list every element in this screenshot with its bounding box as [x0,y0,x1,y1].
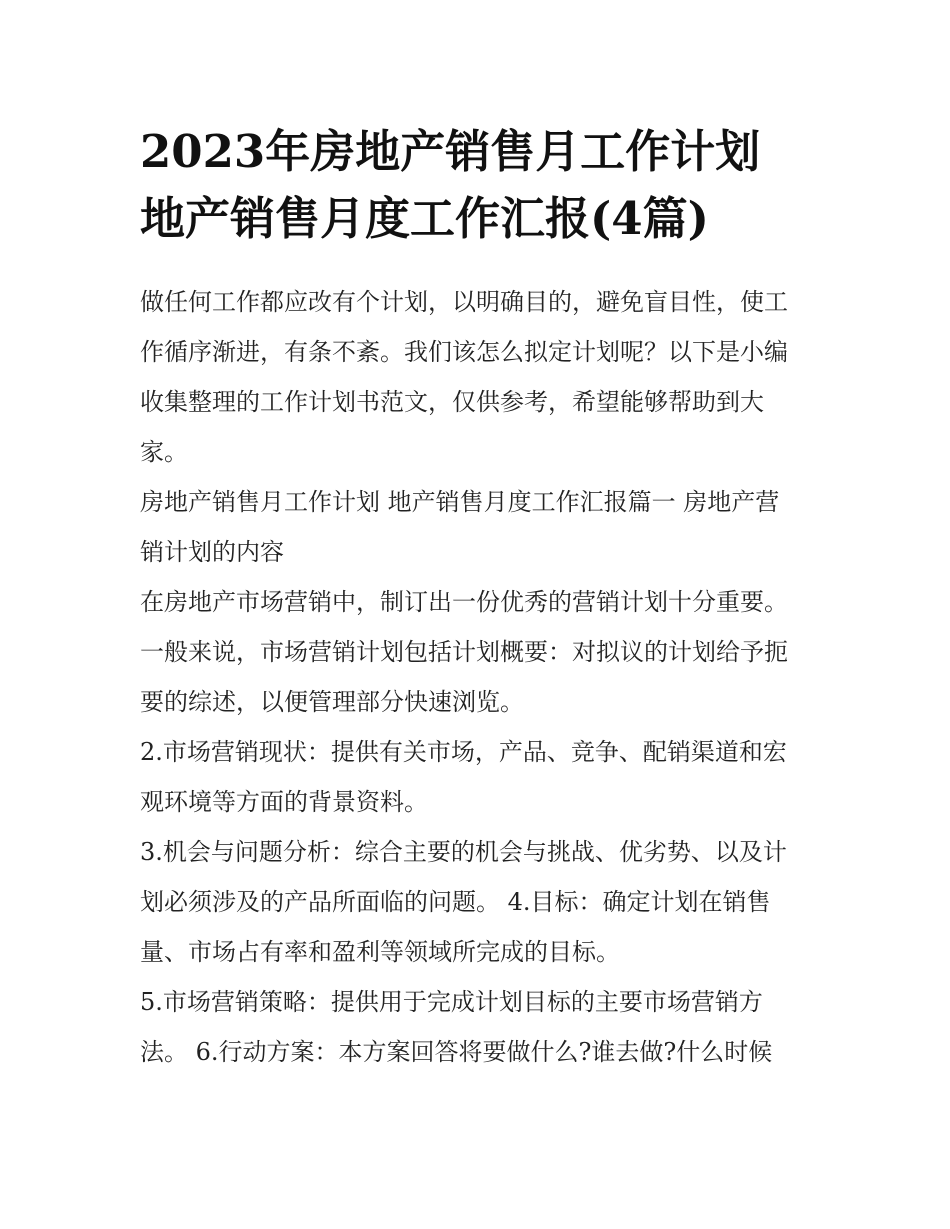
text-line: 房地产销售月工作计划 地产销售月度工作汇报篇一 房地产营 [140,488,780,516]
text-line: 作循序渐进，有条不紊。我们该怎么拟定计划呢？以下是小编 [140,338,788,366]
text-line: 观环境等方面的背景资料。 [140,788,428,816]
paragraph-item-5-6 [140,983,820,1071]
text-line: 量、市场占有率和盈利等领域所完成的目标。 [140,938,620,966]
text-line: 收集整理的工作计划书范文，仅供参考，希望能够帮助到大 [140,388,764,416]
title-line-1: 2023年房地产销售月工作计划 [140,125,761,178]
text-line: 销计划的内容 [140,538,284,566]
paragraph-marketing-plan [140,583,820,721]
text-line: 划必须涉及的产品所面临的问题。 4.目标：确定计划在销售 [140,888,771,916]
text-line: 5.市场营销策略：提供用于完成计划目标的主要市场营销方 [140,988,763,1016]
text-line: 在房地产市场营销中，制订出一份优秀的营销计划十分重要。 [140,588,788,616]
paragraph-section-heading [140,483,820,571]
text-line: 法。 6.行动方案：本方案回答将要做什么?谁去做?什么时候 [140,1038,773,1066]
paragraph-intro [140,283,820,471]
text-line: 做任何工作都应改有个计划，以明确目的，避免盲目性，使工 [140,288,788,316]
text-line: 一般来说，市场营销计划包括计划概要：对拟议的计划给予扼 [140,638,788,666]
text-line: 2.市场营销现状：提供有关市场，产品、竞争、配销渠道和宏 [140,738,787,766]
document-title [140,118,820,252]
paragraph-item-2 [140,733,820,821]
text-line: 要的综述，以便管理部分快速浏览。 [140,688,524,716]
text-line: 3.机会与问题分析：综合主要的机会与挑战、优劣势、以及计 [140,838,787,866]
text-line: 家。 [140,438,188,466]
paragraph-item-3-4 [140,833,820,971]
title-line-2: 地产销售月度工作汇报(4篇) [140,192,709,245]
document-body [140,283,820,1083]
